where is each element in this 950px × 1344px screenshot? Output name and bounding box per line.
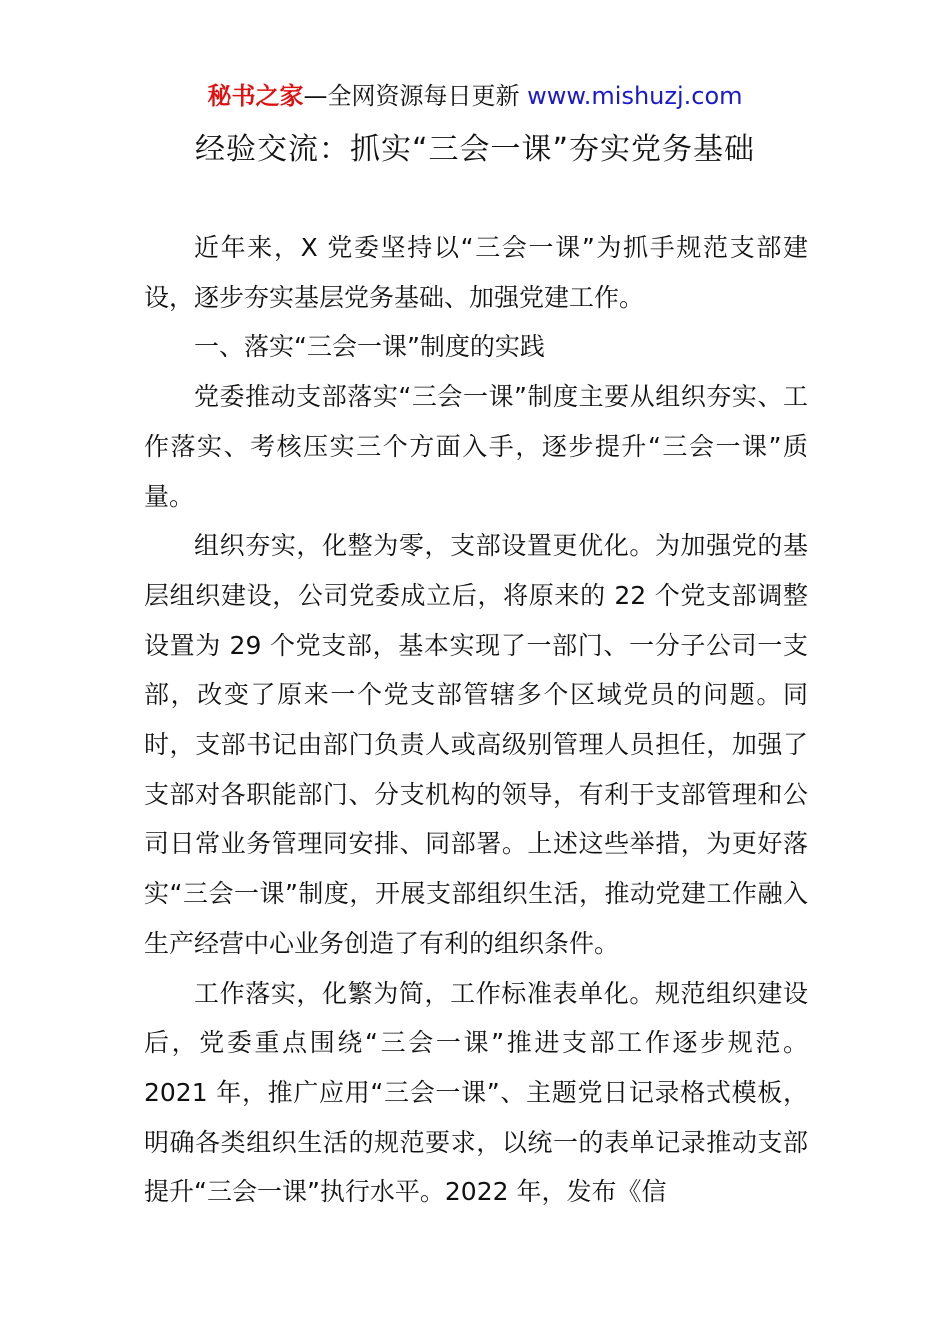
section-heading: 一、落实“三会一课”制度的实践 (194, 332, 545, 362)
paragraph-intro: 近年来，X 党委坚持以“三会一课”为抓手规范支部建设，逐步夯实基层党务基础、加强党建工作。 (144, 233, 808, 312)
paragraph-work: 工作落实，化繁为简，工作标准表单化。规范组织建设后，党委重点围绕“三会一课”推进支部工作逐步规范。2021 年，推广应用“三会一课”、主题党日记录格式模板，明确各类组织生活的规范要求，以统一的表单记录推动支部提升“三会一课”执行水平。2022 年，发布《信 (144, 978, 808, 1207)
site-tagline: —全网资源每日更新 (303, 82, 528, 110)
paragraph-overview: 党委推动支部落实“三会一课”制度主要从组织夯实、工作落实、考核压实三个方面入手，逐步提升“三会一课”质量。 (144, 382, 808, 511)
site-brand: 秘书之家 (207, 82, 304, 110)
site-banner (0, 80, 950, 112)
document-title: 经验交流：抓实“三会一课”夯实党务基础 (194, 132, 756, 167)
site-url-link[interactable]: www.mishuzj.com (527, 82, 743, 110)
paragraph-organization: 组织夯实，化整为零，支部设置更优化。为加强党的基层组织建设，公司党委成立后，将原来的 22 个党支部调整设置为 29 个党支部，基本实现了一部门、一分子公司一支部，改变了原来一个党支部管辖多个区域党员的问题。同时，支部书记由部门负责人或高级别管理人员担任，加强了支部对各职能部门、分支机构的领导，有利于支部管理和公司日常业务管理同安排、同部署。上述这些举措，为更好落实“三会一课”制度，开展支部组织生活，推动党建工作融入生产经营中心业务创造了有利的组织条件。 (144, 531, 808, 958)
document-body (144, 223, 808, 1217)
